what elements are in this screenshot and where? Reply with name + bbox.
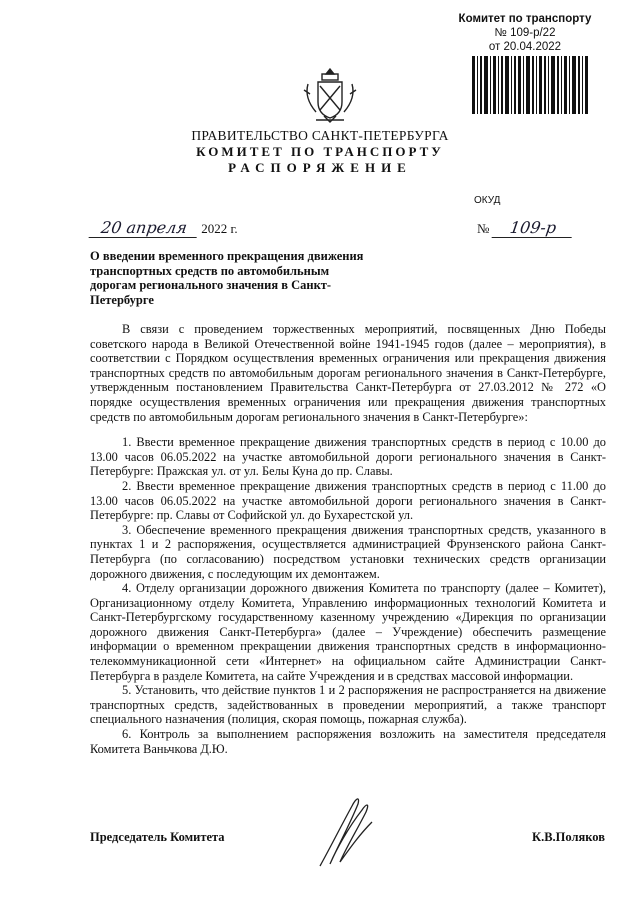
document-body — [90, 322, 606, 756]
document-number — [477, 218, 573, 238]
date-year: 2022 г. — [201, 221, 238, 236]
item-1: 1. Ввести временное прекращение движения транспортных средств в период с 10.00 до 13.00 часов 06.05.2022 на участке автомобильной дороги регионального значения в Санкт-Петербурге: Пражская ул. от ул. Белы Куна до пр. Славы. — [90, 435, 606, 479]
document-date — [90, 218, 238, 238]
registration-stamp — [455, 12, 595, 54]
committee-title: КОМИТЕТ ПО ТРАНСПОРТУ — [196, 144, 444, 159]
item-6: 6. Контроль за выполнением распоряжения возложить на заместителя председателя Комитета Ваньчкова Д.Ю. — [90, 727, 606, 756]
barcode-icon — [472, 56, 590, 114]
document-subject: О введении временного прекращения движения транспортных средств по автомобильным дорогам регионального значения в Санкт-Петербурге — [90, 249, 364, 307]
government-title: ПРАВИТЕЛЬСТВО САНКТ-ПЕТЕРБУРГА — [191, 128, 449, 143]
stamp-date: от 20.04.2022 — [488, 41, 562, 53]
document-type: РАСПОРЯЖЕНИЕ — [228, 160, 412, 175]
handwritten-number: 109-р — [491, 218, 574, 238]
item-2: 2. Ввести временное прекращение движения транспортных средств в период с 11.00 до 13.00 часов 06.05.2022 на участке автомобильной дороги регионального значения в Санкт-Петербурге: пр. Славы от Софийской ул. до Бухарестской ул. — [90, 478, 606, 523]
okud-label: ОКУД — [474, 195, 501, 206]
stamp-organization: Комитет по транспорту — [458, 13, 592, 25]
signatory-position: Председатель Комитета — [90, 830, 225, 844]
stamp-number: № 109-р/22 — [494, 27, 556, 39]
number-prefix: № — [477, 221, 490, 236]
item-5: 5. Установить, что действие пунктов 1 и 2 распоряжения не распространяется на движение транспортных средств, задействованных в проведении мероприятий, а также транспорт специального назначения (полиция, скорая помощь, пожарная служба). — [90, 683, 606, 727]
handwritten-date: 20 апреля — [89, 218, 200, 238]
item-3: 3. Обеспечение временного прекращения движения транспортных средств, указанного в пунктах 1 и 2 распоряжения, осуществляется администрацией Фрунзенского района Санкт-Петербурга (по согласованию) посредством установки технических средств организации дорожного движения, с последующим их демонтажем. — [90, 522, 606, 581]
signatory-name: К.В.Поляков — [532, 830, 605, 844]
spb-coat-of-arms-icon — [300, 66, 360, 126]
item-4: 4. Отделу организации дорожного движения Комитета по транспорту (далее – Комитет), Организационному отделу Комитета, Управлению информационных технологий Комитета и Санкт-Петербургскому государственному казенному учреждению «Дирекция по организации дорожного движения Санкт-Петербурга» (далее – Учреждение) обеспечить размещение информации о временном прекращении движения транспортных средств в информационно-телекоммуникационной сети «Интернет» на официальном сайте Администрации Санкт-Петербурга в разделе Комитета, на сайте Учреждения и в средствах массовой информации. — [90, 581, 606, 683]
intro-paragraph: В связи с проведением торжественных мероприятий, посвященных Дню Победы советского народа в Великой Отечественной войне 1941-1945 годов (далее – мероприятия), в соответствии с Порядком осуществления временных ограничения или прекращения движения транспортных средств по автомобильным дорогам регионального значения в Санкт-Петербурге, утвержденным постановлением Правительства Санкт-Петербурга от 27.03.2012 № 272 «О порядке осуществления временных ограничения или прекращения движения транспортных средств по автомобильным дорогам регионального значения в Санкт-Петербурге»: — [90, 322, 606, 424]
handwritten-signature-icon — [300, 788, 390, 878]
